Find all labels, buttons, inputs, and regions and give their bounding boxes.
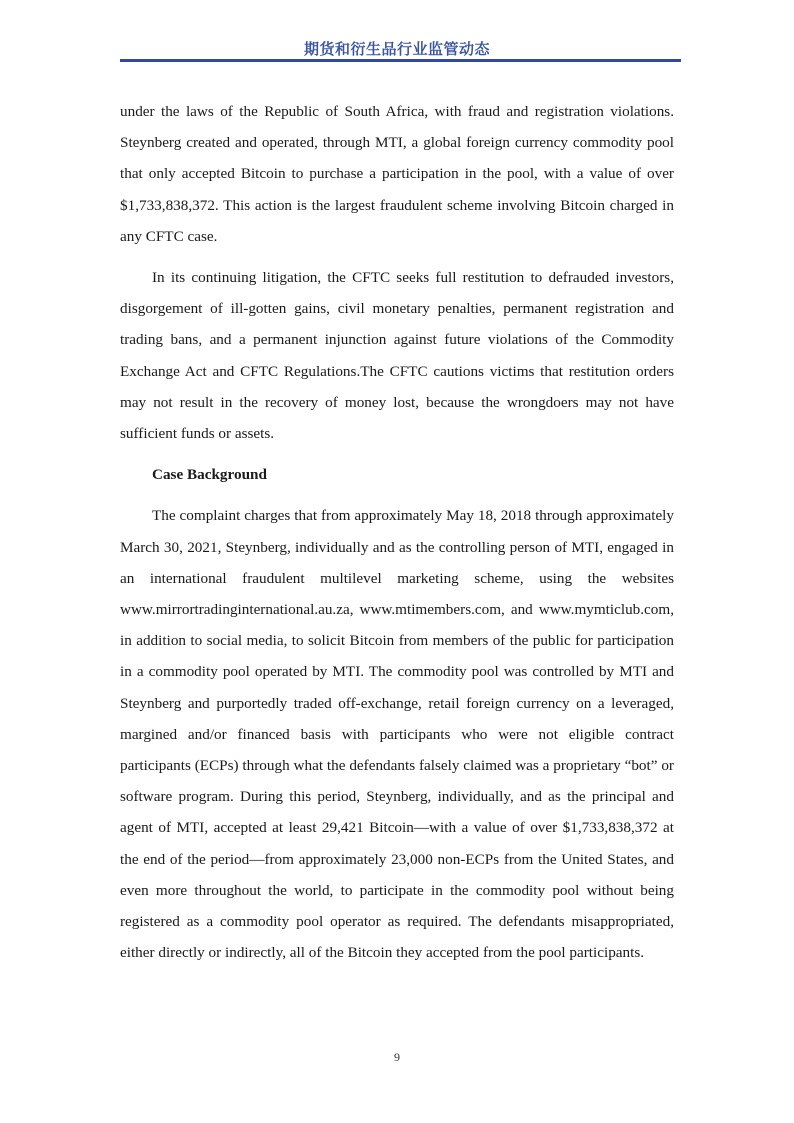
page-number: 9: [394, 1050, 400, 1064]
header-divider: [120, 59, 681, 62]
paragraph-litigation: In its continuing litigation, the CFTC seeks full restitution to defrauded investors, disgorgement of ill-gotten gains, civil monetary penalties, permanent registration and trading bans, and a permanent injunction against future violations of the Commodity Exchange Act and CFTC Regulations.The CFTC cautions victims that restitution orders may not result in the recovery of money lost, because the wrongdoers may not have sufficient funds or assets.: [120, 269, 674, 443]
header-title: 期货和衍生品行业监管动态: [303, 40, 490, 58]
document-body: [120, 96, 674, 978]
paragraph-case-background: The complaint charges that from approximately May 18, 2018 through approximately March 30, 2021, Steynberg, individually and as the controlling person of MTI, engaged in an international fraudulent multilevel marketing scheme, using the websites www.mirrortradinginternational.au.za, www.mtimembers.com, and www.mymticlub.com, in addition to social media, to solicit Bitcoin from members of the public for participation in a commodity pool operated by MTI. The commodity pool was controlled by MTI and Steynberg and purportedly traded off-exchange, retail foreign currency on a leveraged, margined and/or financed basis with participants who were not eligible contract participants (ECPs) through what the defendants falsely claimed was a proprietary “bot” or software program. During this period, Steynberg, individually, and as the principal and agent of MTI, accepted at least 29,421 Bitcoin—with a value of over $1,733,838,372 at the end of the period—from approximately 23,000 non-ECPs from the United States, and even more throughout the world, to participate in the commodity pool without being registered as a commodity pool operator as required. The defendants misappropriated, either directly or indirectly, all of the Bitcoin they accepted from the pool participants.: [120, 507, 674, 962]
paragraph-continuation: under the laws of the Republic of South Africa, with fraud and registration violations. Steynberg created and operated, through MTI, a global foreign currency commodity pool that only accepted Bitcoin to purchase a participation in the pool, with a value of over $1,733,838,372. This action is the largest fraudulent scheme involving Bitcoin charged in any CFTC case.: [120, 103, 674, 245]
section-heading: Case Background: [152, 466, 267, 484]
